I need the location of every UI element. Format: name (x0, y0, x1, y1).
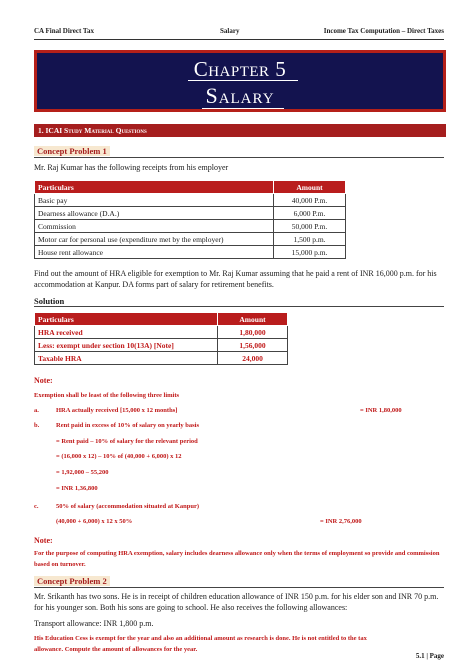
note-item-num: c. (34, 503, 39, 510)
table-cell: 40,000 P.m. (274, 194, 346, 207)
table-header-row (35, 181, 346, 194)
note-intro: Exemption shall be least of the following three limits (34, 392, 180, 399)
table-cell: House rent allowance (35, 246, 274, 259)
table-row (35, 220, 346, 233)
table-header-row (35, 313, 288, 326)
cp1-question: Find out the amount of HRA eligible for exemption to Mr. Raj Kumar assuming that he paid a rent of INR 16,000 p.m. for his accommodation at Kanpur. DA forms part of salary for retirement benefits. (34, 269, 437, 289)
column-header: Amount (274, 181, 346, 194)
note-item-text: 50% of salary (accommodation situated at Kanpur) (56, 503, 199, 510)
table-cell: HRA received (35, 326, 218, 339)
table-cell: Less: exempt under section 10(13A) [Note] (35, 339, 218, 352)
chapter-number: Chapter 5 (193, 57, 287, 81)
table-row (35, 326, 288, 339)
table-row (35, 352, 288, 365)
column-header: Particulars (35, 313, 218, 326)
cp2-transport: Transport allowance: INR 1,800 p.m. (34, 619, 154, 628)
note-item-text: (40,000 + 6,000) x 12 x 50% (56, 518, 133, 525)
header-left: CA Final Direct Tax (34, 27, 94, 35)
chapter-underline (188, 80, 298, 81)
table-row (35, 194, 346, 207)
cp2-last: His Education Cess is exempt for the year and also an additional amount as research is done. He is not entitled to the tax allowance. Compute the amount of allowances for the year. (34, 635, 367, 653)
note-item-num: b. (34, 422, 40, 429)
note-item-value: = INR 2,76,000 (320, 518, 362, 525)
header-rule (34, 39, 444, 40)
receipts-table (34, 180, 346, 259)
note-item-num: a. (34, 407, 39, 414)
chapter-banner (34, 50, 446, 112)
chapter-title: Salary (205, 83, 275, 108)
note-item-text: = (16,000 x 12) – 10% of (40,000 + 6,000) x 12 (56, 453, 182, 460)
table-cell: 6,000 P.m. (274, 207, 346, 220)
concept-problem-1-label: Concept Problem 1 (34, 146, 110, 156)
column-header: Amount (218, 313, 288, 326)
note-item-text: = Rent paid – 10% of salary for the relevant period (56, 438, 198, 445)
table-cell: Motor car for personal use (expenditure met by the employer) (35, 233, 274, 246)
cp2-intro: Mr. Srikanth has two sons. He is in receipt of children education allowance of INR 150 p.m. for his elder son and INR 70 p.m. for his younger son. Both his sons are going to school. He also receives the following allowances: (34, 592, 439, 612)
table-row (35, 233, 346, 246)
table-cell: Basic pay (35, 194, 274, 207)
cp2-rule (34, 587, 444, 588)
note-item-value: = INR 1,80,000 (360, 407, 402, 414)
running-header (34, 27, 444, 39)
note2-text: For the purpose of computing HRA exemption, salary includes dearness allowance only when the terms of employment so provide and commission based on turnover. (34, 550, 440, 568)
header-center: Salary (220, 27, 240, 35)
table-cell: 1,56,000 (218, 339, 288, 352)
table-cell: 15,000 p.m. (274, 246, 346, 259)
note-item-text: = INR 1,36,800 (56, 485, 98, 492)
table-cell: 1,500 p.m. (274, 233, 346, 246)
table-cell: Commission (35, 220, 274, 233)
table-cell: 50,000 P.m. (274, 220, 346, 233)
header-right: Income Tax Computation – Direct Taxes (323, 27, 444, 35)
cp1-rule (34, 157, 444, 158)
page-number: 5.1 | Page (415, 652, 444, 660)
table-cell: 24,000 (218, 352, 288, 365)
title-underline (202, 108, 284, 109)
cp1-intro: Mr. Raj Kumar has the following receipts from his employer (34, 163, 229, 172)
note2-label: Note: (34, 536, 53, 545)
section-heading: 1. ICAI Study Material Questions (34, 124, 446, 137)
table-row (35, 339, 288, 352)
table-cell: Dearness allowance (D.A.) (35, 207, 274, 220)
note-item-text: HRA actually received [15,000 x 12 months] (56, 407, 178, 414)
note-label: Note: (34, 376, 53, 385)
note-item-text: Rent paid in excess of 10% of salary on yearly basis (56, 422, 199, 429)
table-row (35, 246, 346, 259)
solution-label: Solution (34, 296, 65, 306)
table-cell: Taxable HRA (35, 352, 218, 365)
solution-rule (34, 306, 444, 307)
note-item-text: = 1,92,000 – 55,200 (56, 469, 109, 476)
table-row (35, 207, 346, 220)
column-header: Particulars (35, 181, 274, 194)
concept-problem-2-label: Concept Problem 2 (34, 576, 110, 586)
table-cell: 1,80,000 (218, 326, 288, 339)
solution-table (34, 312, 288, 365)
